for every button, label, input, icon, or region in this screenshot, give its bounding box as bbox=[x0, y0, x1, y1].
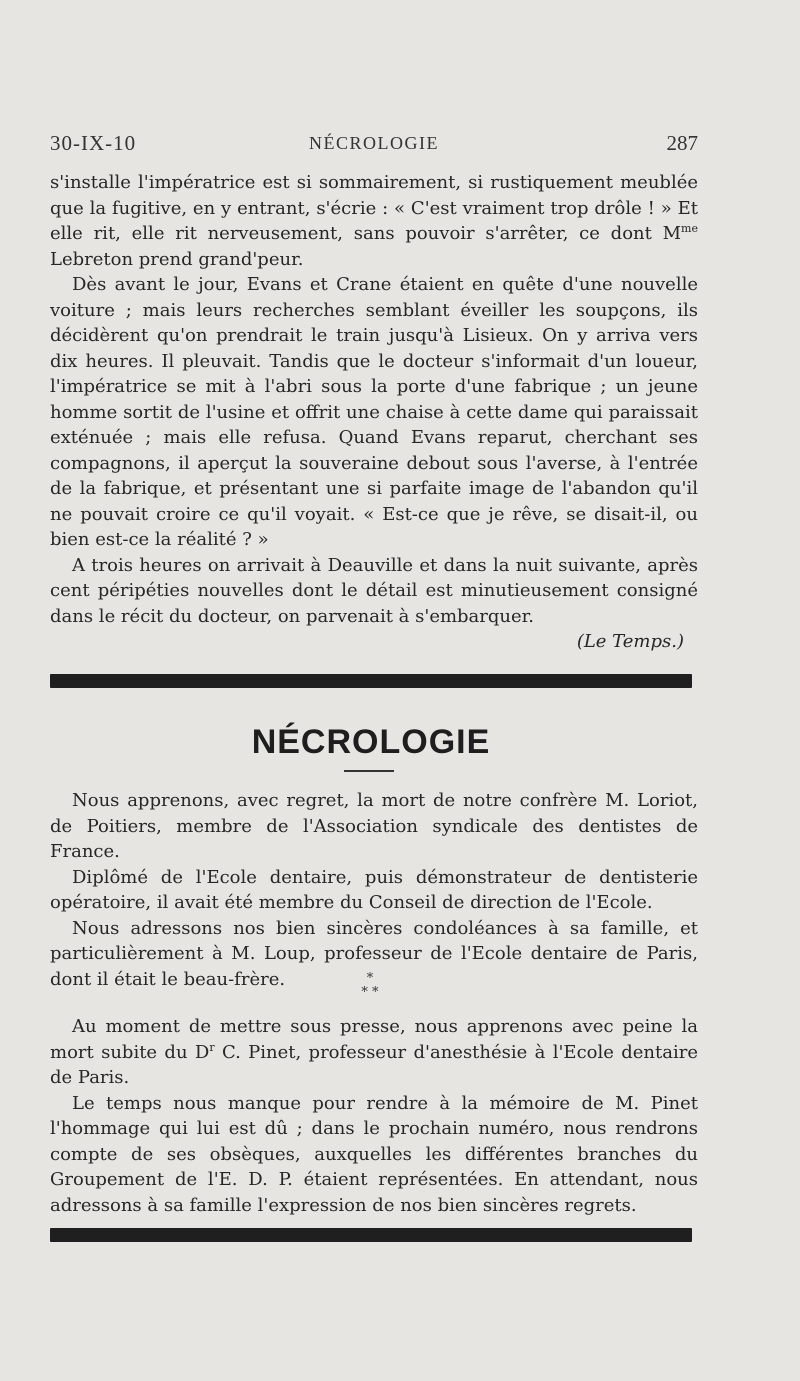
necrologie-pinet bbox=[50, 1014, 698, 1218]
paragraph: Le temps nous manque pour rendre à la mémoire de M. Pinet l'hommage qui lui est dû ; dans le prochain numéro, nous rendrons compte de ses obsèques, auxquelles les différentes branches du Groupement de l'E. D. P. étaient représentées. En attendant, nous adressons à sa famille l'expression de nos bien sincères regrets. bbox=[50, 1092, 698, 1216]
paragraph: Nous adressons nos bien sincères condoléances à sa famille, et particulièrement à M. Loup, professeur de l'Ecole dentaire de Paris, dont il était le beau-frère. bbox=[50, 917, 698, 990]
paragraph: Dès avant le jour, Evans et Crane étaient en quête d'une nouvelle voiture ; mais leurs recherches semblant éveiller les soupçons, ils décidèrent qu'on prendrait le train jusqu'à Lisieux. On y arriva vers dix heures. Il pleuvait. Tandis que le docteur s'informait d'un loueur, l'impératrice se mit à l'abri sous la porte d'une fabrique ; un jeune homme sortit de l'usine et offrit une chaise à cette dame qui paraissait exténuée ; mais elle refusa. Quand Evans reparut, cherchant ses compagnons, il aperçut la souveraine debout sous l'averse, à l'entrée de la fabrique, et présentant une si parfaite image de l'abandon qu'il ne pouvait croire ce qu'il voyait. « Est-ce que je rêve, se disait-il, ou bien est-ce la réalité ? » bbox=[50, 274, 698, 550]
header-section: NÉCROLOGIE bbox=[309, 133, 439, 153]
paragraph: A trois heures on arrivait à Deauville et dans la nuit suivante, après cent péripéties nouvelles dont le détail est minutieusement consigné dans le récit du docteur, on parvenait à s'embarquer. bbox=[50, 554, 698, 627]
paragraph: Diplômé de l'Ecole dentaire, puis démonstrateur de dentisterie opératoire, il avait été membre du Conseil de direction de l'Ecole. bbox=[50, 866, 698, 913]
necrologie-loriot bbox=[50, 788, 698, 992]
divider-rule-bottom bbox=[50, 1228, 692, 1242]
paragraph: Au moment de mettre sous presse, nous apprenons avec peine la mort subite du $D^r$ C. Pinet, professeur d'anesthésie à l'Ecole dentaire de Paris. bbox=[50, 1016, 698, 1088]
paragraph: s'installe l'impératrice est si sommairement, si rustiquement meublée que la fugitive, en y entrant, s'écrie : « C'est vraiment trop drôle ! » Et elle rit, elle rit nerveusement, sans pouvoir s'arrêter, ce dont $M^{me}$ Lebreton prend grand'peur. bbox=[50, 172, 698, 270]
source-citation: (Le Temps.) bbox=[576, 631, 684, 652]
title-underline bbox=[344, 770, 394, 772]
article-continuation bbox=[50, 170, 698, 655]
divider-rule bbox=[50, 674, 692, 688]
asterism: * * * bbox=[361, 971, 379, 1000]
page-number: 287 bbox=[666, 131, 698, 155]
section-title: NÉCROLOGIE bbox=[251, 723, 491, 761]
header-date: 30-IX-10 bbox=[50, 131, 137, 155]
paragraph: Nous apprenons, avec regret, la mort de notre confrère M. Loriot, de Poitiers, membre de l'Association syndicale des dentistes de France. bbox=[50, 790, 698, 862]
